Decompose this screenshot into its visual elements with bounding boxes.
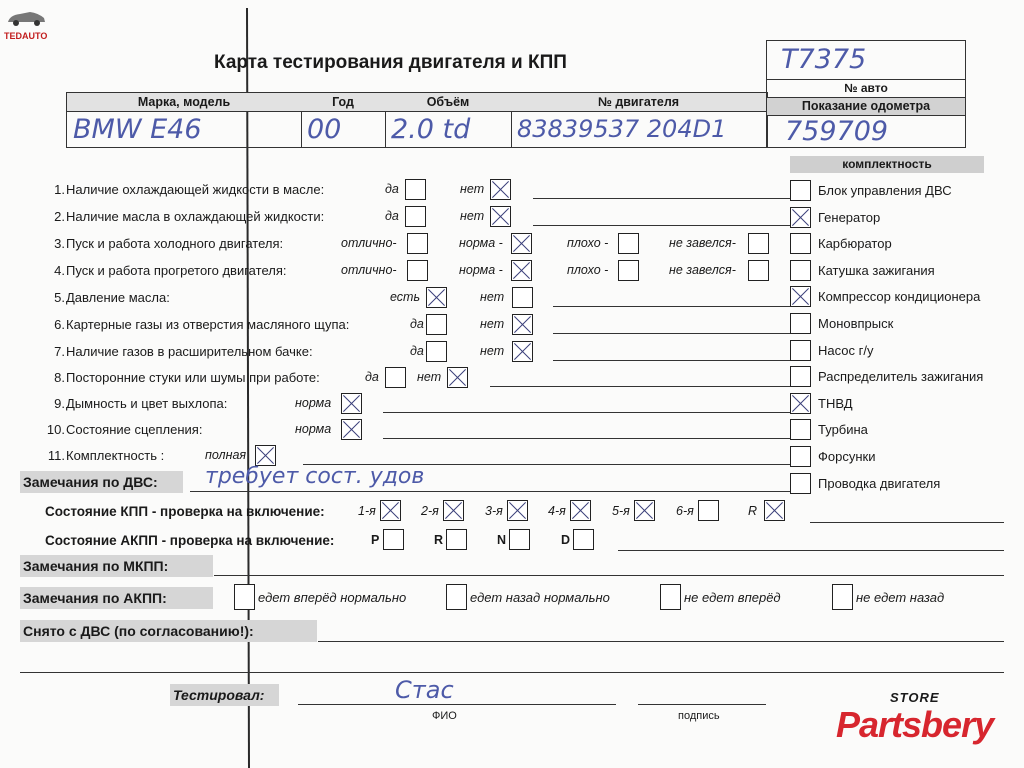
komplekt-label: Катушка зажигания xyxy=(818,262,935,278)
option-label: не завелся- xyxy=(669,236,736,250)
option-checkbox[interactable] xyxy=(407,260,428,281)
question-text: Посторонние стуки или шумы при работе: xyxy=(66,370,320,385)
answer-line xyxy=(553,333,811,334)
fio-line xyxy=(298,704,616,705)
question-text: Наличие охлаждающей жидкости в масле: xyxy=(66,182,325,197)
remarks-dvs-line xyxy=(190,491,790,492)
question-row xyxy=(45,232,785,256)
komplekt-label: Форсунки xyxy=(818,449,876,464)
kpp-gear-checkbox[interactable] xyxy=(764,500,785,521)
question-text: Пуск и работа прогретого двигателя: xyxy=(66,263,287,278)
komplekt-label: ТНВД xyxy=(818,395,853,411)
vehicle-id-box xyxy=(766,40,966,148)
akpp-remark-checkbox[interactable] xyxy=(446,584,467,610)
option-checkbox[interactable] xyxy=(385,367,406,388)
option-checkbox[interactable] xyxy=(511,233,532,254)
question-text: Картерные газы из отверстия масляного щупа: xyxy=(66,317,350,332)
komplekt-item xyxy=(790,393,1004,415)
make-model-cell xyxy=(67,93,302,147)
question-text: Комплектность : xyxy=(66,448,165,463)
tested-value: Стас xyxy=(395,676,454,704)
akpp-remark-label: не едет вперёд xyxy=(684,590,781,605)
kpp-gear-checkbox[interactable] xyxy=(634,500,655,521)
komplekt-item xyxy=(790,340,1004,362)
akpp-remark-label: едет назад нормально xyxy=(470,590,610,605)
option-label: нет xyxy=(460,182,485,196)
option-checkbox[interactable] xyxy=(426,287,447,308)
option-checkbox[interactable] xyxy=(426,314,447,335)
engine-number-value: 83839537 204D1 xyxy=(517,115,727,143)
akpp-line xyxy=(618,550,1004,551)
option-label: норма - xyxy=(459,236,503,250)
car-icon xyxy=(4,6,48,28)
odometer-label: Показание одометра xyxy=(767,97,965,115)
question-row xyxy=(45,418,785,442)
option-checkbox[interactable] xyxy=(341,393,362,414)
option-checkbox[interactable] xyxy=(748,260,769,281)
fio-label: ФИО xyxy=(432,710,457,722)
question-row xyxy=(45,313,785,337)
mkpp-line xyxy=(214,575,1004,576)
question-row xyxy=(45,205,785,229)
question-number: 2. xyxy=(54,209,65,224)
komplekt-checkbox[interactable] xyxy=(790,233,811,254)
engine-number-cell xyxy=(511,93,766,147)
option-label: есть xyxy=(390,290,421,304)
akpp-gear-label: R xyxy=(434,533,444,547)
option-checkbox[interactable] xyxy=(405,179,426,200)
question-number: 3. xyxy=(54,236,65,251)
make-model-value: BMW E46 xyxy=(73,114,202,145)
option-checkbox[interactable] xyxy=(447,367,468,388)
answer-line xyxy=(490,386,811,387)
question-text: Состояние сцепления: xyxy=(66,422,203,437)
option-label: нет xyxy=(460,209,485,223)
volume-label: Объём xyxy=(385,93,511,112)
komplekt-header: комплектность xyxy=(790,156,984,173)
question-number: 4. xyxy=(54,263,65,278)
kpp-gear-label: 3-я xyxy=(485,504,503,518)
option-label: нет xyxy=(480,290,505,304)
option-checkbox[interactable] xyxy=(512,314,533,335)
option-checkbox[interactable] xyxy=(512,341,533,362)
komplekt-item xyxy=(790,446,1004,468)
komplekt-label: Проводка двигателя xyxy=(818,475,941,491)
komplekt-label: Распределитель зажигания xyxy=(818,369,984,385)
komplekt-label: Блок управления ДВС xyxy=(818,183,952,198)
volume-cell xyxy=(385,93,512,147)
question-number: 6. xyxy=(54,317,65,332)
page-title: Карта тестирования двигателя и КПП xyxy=(214,52,567,73)
tedauto-logo xyxy=(4,6,48,41)
question-text: Пуск и работа холодного двигателя: xyxy=(66,236,284,251)
option-checkbox[interactable] xyxy=(407,233,428,254)
question-number: 1. xyxy=(54,182,65,197)
komplekt-checkbox[interactable] xyxy=(790,340,811,361)
question-number: 11. xyxy=(47,448,65,463)
question-number: 7. xyxy=(54,344,65,359)
option-label: нет xyxy=(480,344,505,358)
komplekt-checkbox[interactable] xyxy=(790,180,811,201)
option-checkbox[interactable] xyxy=(405,206,426,227)
question-number: 8. xyxy=(54,370,65,385)
vehicle-header-table xyxy=(66,92,768,148)
akpp-label: Состояние АКПП - проверка на включение: xyxy=(45,533,335,548)
kpp-line xyxy=(810,522,1004,523)
komplekt-item xyxy=(790,233,1004,255)
option-label: норма xyxy=(295,422,332,436)
answer-line xyxy=(383,438,811,439)
tested-label: Тестировал: xyxy=(170,684,279,706)
kpp-gear-label: 2-я xyxy=(421,504,439,518)
akpp-gear-checkbox[interactable] xyxy=(573,529,594,550)
komplekt-label: Карбюратор xyxy=(818,236,892,252)
kpp-gear-label: R xyxy=(748,504,758,518)
komplekt-item xyxy=(790,313,1004,335)
remarks-dvs-value: требует сост. удов xyxy=(205,464,425,489)
answer-line xyxy=(553,360,811,361)
make-model-label: Марка, модель xyxy=(67,93,301,112)
option-checkbox[interactable] xyxy=(511,260,532,281)
question-row xyxy=(45,340,785,364)
option-label: да xyxy=(410,317,424,331)
option-label: нет xyxy=(417,370,442,384)
komplekt-checkbox[interactable] xyxy=(790,260,811,281)
akpp-remark-label: едет вперёд нормально xyxy=(258,590,407,605)
option-checkbox[interactable] xyxy=(490,206,511,227)
option-checkbox[interactable] xyxy=(341,419,362,440)
answer-line xyxy=(553,306,811,307)
option-label: нет xyxy=(480,317,505,331)
kpp-gear-label: 6-я xyxy=(676,504,694,518)
question-text: Давление масла: xyxy=(66,290,170,305)
komplekt-checkbox[interactable] xyxy=(790,393,811,414)
option-label: да xyxy=(365,370,379,384)
option-label: норма xyxy=(295,396,332,410)
kpp-gear-label: 4-я xyxy=(548,504,566,518)
akpp-gear-checkbox[interactable] xyxy=(383,529,404,550)
question-number: 5. xyxy=(54,290,65,305)
removed-label: Снято с ДВС (по согласованию!): xyxy=(20,620,317,642)
akpp-remark-label: не едет назад xyxy=(856,590,945,605)
option-label: норма - xyxy=(459,263,503,277)
kpp-gear-checkbox[interactable] xyxy=(570,500,591,521)
odometer-value: 759709 xyxy=(767,115,965,148)
removed-line-2 xyxy=(20,672,1004,673)
kpp-gear-checkbox[interactable] xyxy=(698,500,719,521)
akpp-remarks-label: Замечания по АКПП: xyxy=(20,587,213,609)
option-label: плохо - xyxy=(567,236,609,250)
kpp-gear-checkbox[interactable] xyxy=(443,500,464,521)
option-checkbox[interactable] xyxy=(426,341,447,362)
plate-label: № авто xyxy=(767,79,965,97)
komplekt-checkbox[interactable] xyxy=(790,473,811,494)
komplekt-item xyxy=(790,286,1004,308)
komplekt-checkbox[interactable] xyxy=(790,366,811,387)
komplekt-label: Моновпрыск xyxy=(818,316,894,331)
option-label: полная xyxy=(205,448,247,462)
option-checkbox[interactable] xyxy=(618,260,639,281)
kpp-gear-checkbox[interactable] xyxy=(380,500,401,521)
komplekt-item xyxy=(790,180,1004,202)
question-row xyxy=(45,392,785,416)
akpp-remark-checkbox[interactable] xyxy=(234,584,255,610)
year-label: Год xyxy=(301,93,385,112)
removed-line xyxy=(318,641,1004,642)
option-checkbox[interactable] xyxy=(255,445,276,466)
question-row xyxy=(45,366,785,390)
komplekt-item xyxy=(790,207,1004,229)
akpp-gear-checkbox[interactable] xyxy=(446,529,467,550)
question-number: 10. xyxy=(46,422,65,437)
akpp-gear-label: P xyxy=(371,533,380,547)
volume-value: 2.0 td xyxy=(391,114,471,145)
option-label: не завелся- xyxy=(669,263,736,277)
option-label: да xyxy=(410,344,424,358)
komplekt-label: Турбина xyxy=(818,422,868,438)
komplekt-item xyxy=(790,419,1004,441)
akpp-remark-checkbox[interactable] xyxy=(660,584,681,610)
engine-number-label: № двигателя xyxy=(511,93,766,112)
question-text: Наличие газов в расширительном бачке: xyxy=(66,344,313,359)
kpp-gear-checkbox[interactable] xyxy=(507,500,528,521)
option-checkbox[interactable] xyxy=(748,233,769,254)
remarks-dvs-label: Замечания по ДВС: xyxy=(20,471,183,493)
komplekt-label: Насос г/у xyxy=(818,342,874,358)
question-row xyxy=(45,178,785,202)
akpp-gear-label: N xyxy=(497,533,507,547)
partsbery-logo xyxy=(836,690,1006,750)
mkpp-remarks-label: Замечания по МКПП: xyxy=(20,555,213,577)
akpp-gear-checkbox[interactable] xyxy=(509,529,530,550)
question-row xyxy=(45,286,785,310)
option-label: да xyxy=(385,182,399,196)
kpp-label: Состояние КПП - проверка на включение: xyxy=(45,504,325,519)
komplekt-checkbox[interactable] xyxy=(790,207,811,228)
komplekt-item xyxy=(790,260,1004,282)
question-number: 9. xyxy=(54,396,65,411)
option-label: да xyxy=(385,209,399,223)
option-checkbox[interactable] xyxy=(618,233,639,254)
komplekt-item xyxy=(790,366,1004,388)
question-text: Наличие масла в охлаждающей жидкости: xyxy=(66,209,325,224)
partsbery-store-text: STORE xyxy=(890,690,940,705)
sign-line xyxy=(638,704,766,705)
option-label: отлично- xyxy=(341,263,397,277)
komplekt-label: Компрессор кондиционера xyxy=(818,289,981,305)
option-checkbox[interactable] xyxy=(490,179,511,200)
partsbery-name-text: Partsbery xyxy=(836,704,994,745)
tedauto-text: TEDAUTO xyxy=(4,31,48,41)
komplekt-checkbox[interactable] xyxy=(790,446,811,467)
komplekt-checkbox[interactable] xyxy=(790,313,811,334)
kpp-gear-label: 5-я xyxy=(612,504,630,518)
komplekt-checkbox[interactable] xyxy=(790,419,811,440)
akpp-remark-checkbox[interactable] xyxy=(832,584,853,610)
option-checkbox[interactable] xyxy=(512,287,533,308)
kpp-gear-label: 1-я xyxy=(358,504,376,518)
answer-line xyxy=(383,412,811,413)
komplekt-label: Генератор xyxy=(818,209,881,225)
komplekt-item xyxy=(790,473,1004,495)
answer-line xyxy=(533,198,811,199)
sign-label: подпись xyxy=(678,710,720,722)
akpp-gear-label: D xyxy=(561,533,571,547)
plate-value: T7375 xyxy=(781,44,867,75)
komplekt-checkbox[interactable] xyxy=(790,286,811,307)
year-value: 00 xyxy=(307,114,342,145)
question-row xyxy=(45,259,785,283)
option-label: отлично- xyxy=(341,236,397,250)
answer-line xyxy=(533,225,811,226)
year-cell xyxy=(301,93,386,147)
question-text: Дымность и цвет выхлопа: xyxy=(66,396,228,411)
option-label: плохо - xyxy=(567,263,609,277)
